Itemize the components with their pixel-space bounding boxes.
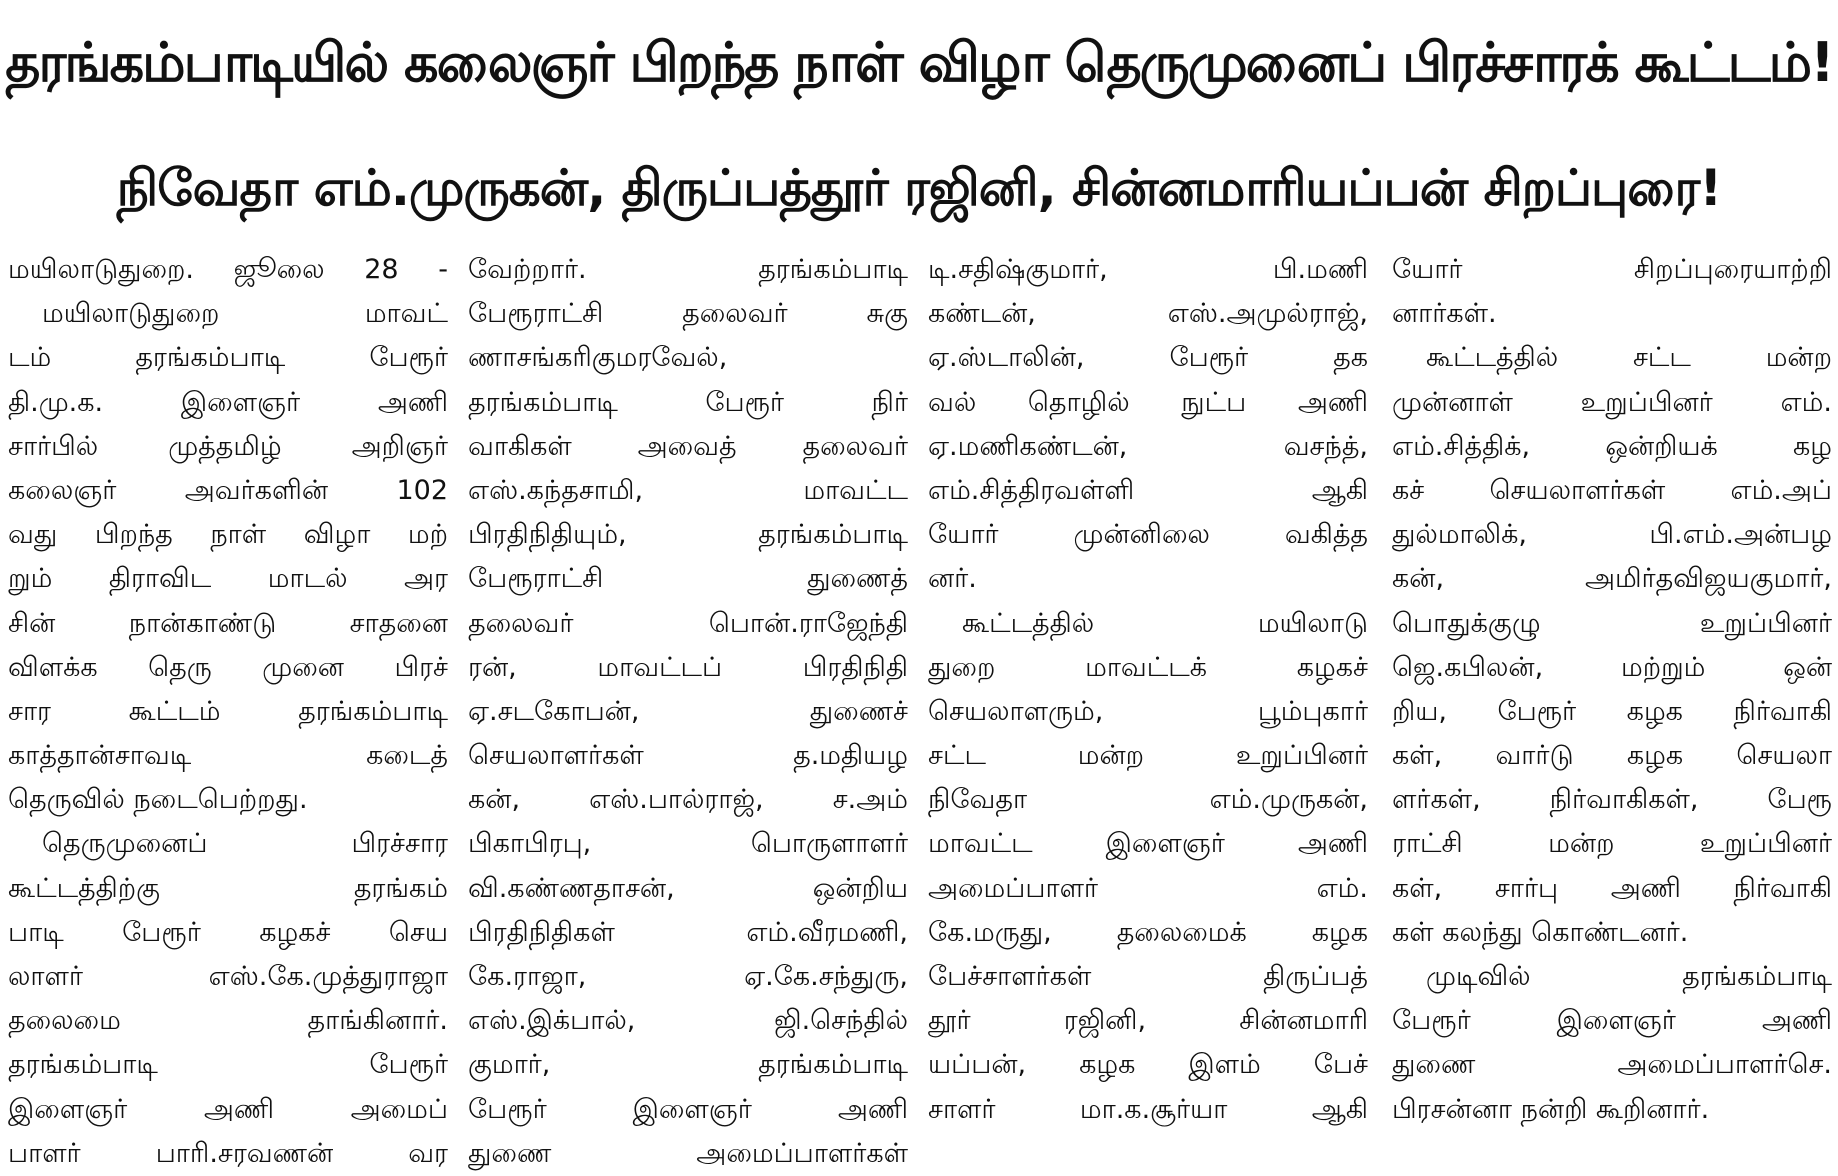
article-subheadline: நிவேதா எம்.முருகன், திருப்பத்தூர் ரஜினி, சின்னமாரியப்பன் சிறப்புரை!: [116, 159, 1722, 217]
body-line: கள் கலந்து கொண்டனர்.: [1392, 916, 1689, 948]
body-line: குமார், தரங்கம்பாடி: [468, 1049, 908, 1081]
body-line: யோர் சிறப்புரையாற்றி: [1392, 254, 1832, 285]
body-line: ணாசங்கரிகுமரவேல்,: [468, 342, 728, 374]
body-line: துறை மாவட்டக் கழகச்: [928, 651, 1368, 683]
body-line: டம் தரங்கம்பாடி பேரூர்: [8, 342, 448, 374]
body-line: சின் நான்காண்டு சாதனை: [8, 607, 448, 639]
body-line: ராட்சி மன்ற உறுப்பினர்: [1392, 828, 1832, 860]
column-4: [1392, 248, 1832, 1134]
body-line: பாளர் பாரி.சரவணன் வர: [8, 1137, 448, 1169]
body-line: கன், அமிர்தவிஜயகுமார்,: [1392, 563, 1832, 595]
body-line: ஏ.சடகோபன், துணைச்: [468, 695, 908, 727]
body-line: தெருவில் நடைபெற்றது.: [8, 784, 308, 816]
body-line: எஸ்.கந்தசாமி, மாவட்ட: [468, 474, 908, 506]
body-line: பிரதிநிதிகள் எம்.வீரமணி,: [468, 916, 908, 948]
body-line: பொதுக்குழு உறுப்பினர்: [1392, 607, 1832, 639]
column-2: [468, 248, 908, 1169]
column-1: [8, 248, 448, 1169]
body-line: ரன், மாவட்டப் பிரதிநிதி: [468, 651, 908, 683]
body-line: பேரூராட்சி துணைத்: [468, 563, 908, 595]
body-line: சட்ட மன்ற உறுப்பினர்: [928, 740, 1368, 772]
body-line: துல்மாலிக், பி.எம்.அன்பழ: [1392, 519, 1832, 551]
body-line: தரங்கம்பாடி பேரூர்: [8, 1049, 448, 1081]
body-line: கள், சார்பு அணி நிர்வாகி: [1392, 872, 1832, 904]
body-line: சாளர் மா.க.சூர்யா ஆகி: [928, 1093, 1368, 1125]
body-line: செயலாளர்கள் த.மதியழ: [468, 740, 908, 772]
body-line: மயிலாடுதுறை. ஜூலை 28 -: [8, 254, 448, 285]
body-line: கண்டன், எஸ்.அமுல்ராஜ்,: [928, 298, 1368, 330]
body-line: எஸ்.இக்பால், ஜி.செந்தில்: [468, 1005, 908, 1037]
body-line: அமைப்பாளர் எம்.: [928, 872, 1368, 904]
body-line: எம்.சித்திரவள்ளி ஆகி: [928, 474, 1368, 506]
body-line: ளர்கள், நிர்வாகிகள், பேரூ: [1392, 784, 1832, 816]
body-line: இளைஞர் அணி அமைப்: [8, 1093, 448, 1125]
body-line: தலைவர் பொன்.ராஜேந்தி: [468, 607, 908, 639]
body-line: டி.சதிஷ்குமார், பி.மணி: [928, 254, 1368, 285]
body-line: வி.கண்ணதாசன், ஒன்றிய: [468, 872, 908, 904]
body-line: வது பிறந்த நாள் விழா மற்: [8, 519, 448, 551]
body-line: வேற்றார். தரங்கம்பாடி: [468, 254, 908, 285]
body-line: றிய, பேரூர் கழக நிர்வாகி: [1392, 695, 1832, 727]
body-line: றும் திராவிட மாடல் அர: [8, 563, 448, 595]
body-line: மாவட்ட இளைஞர் அணி: [928, 828, 1368, 860]
body-line: பிரதிநிதியும், தரங்கம்பாடி: [468, 519, 908, 551]
body-line: செயலாளரும், பூம்புகார்: [928, 695, 1368, 727]
body-line: னர்.: [928, 563, 977, 595]
body-line: முடிவில் தரங்கம்பாடி: [1426, 961, 1832, 992]
body-line: வல் தொழில் நுட்ப அணி: [928, 386, 1368, 418]
body-line: துணை அமைப்பாளர்செ.: [1392, 1049, 1832, 1081]
body-line: சார கூட்டம் தரங்கம்பாடி: [8, 695, 448, 727]
body-line: கே.மருது, தலைமைக் கழக: [928, 916, 1368, 948]
column-3: [928, 248, 1368, 1134]
body-line: தூர் ரஜினி, சின்னமாரி: [928, 1005, 1368, 1037]
body-line: மயிலாடுதுறை மாவட்: [42, 298, 448, 330]
body-line: தெருமுனைப் பிரச்சார: [42, 828, 448, 860]
body-line: துணை அமைப்பாளர்கள்: [468, 1137, 908, 1169]
body-line: னார்கள்.: [1392, 298, 1497, 330]
body-line: பேச்சாளர்கள் திருப்பத்: [928, 961, 1368, 992]
body-line: ஏ.மணிகண்டன், வசந்த்,: [928, 430, 1368, 462]
body-line: பிகாபிரபு, பொருளாளர்: [468, 828, 908, 860]
body-line: பேரூராட்சி தலைவர் சுகு: [468, 298, 908, 330]
body-line: கூட்டத்தில் மயிலாடு: [962, 607, 1368, 639]
article-body: [8, 248, 1832, 1169]
body-line: கச் செயலாளர்கள் எம்.அப்: [1392, 474, 1832, 506]
body-line: காத்தான்சாவடி கடைத்: [8, 740, 448, 772]
body-line: பேரூர் இளைஞர் அணி: [468, 1093, 908, 1125]
article-headline: தரங்கம்பாடியில் கலைஞர் பிறந்த நாள் விழா தெருமுனைப் பிரச்சாரக் கூட்டம்!: [5, 31, 1833, 94]
body-line: கலைஞர் அவர்களின் 102: [8, 474, 448, 506]
body-line: லாளர் எஸ்.கே.முத்துராஜா: [8, 961, 448, 992]
body-line: கே.ராஜா, ஏ.கே.சந்துரு,: [468, 961, 908, 992]
body-line: பாடி பேரூர் கழகச் செய: [8, 916, 448, 948]
body-line: கள், வார்டு கழக செயலா: [1392, 740, 1832, 772]
body-line: ஏ.ஸ்டாலின், பேரூர் தக: [928, 342, 1368, 374]
body-line: கன், எஸ்.பால்ராஜ், ச.அம்: [468, 784, 908, 816]
body-line: நிவேதா எம்.முருகன்,: [928, 784, 1368, 816]
body-line: யோர் முன்னிலை வகித்த: [928, 519, 1368, 551]
body-line: தரங்கம்பாடி பேரூர் நிர்: [468, 386, 908, 418]
body-line: கூட்டத்தில் சட்ட மன்ற: [1426, 342, 1832, 374]
body-line: முன்னாள் உறுப்பினர் எம்.: [1392, 386, 1832, 418]
body-line: கூட்டத்திற்கு தரங்கம்: [8, 872, 448, 904]
body-line: யப்பன், கழக இளம் பேச்: [928, 1049, 1368, 1081]
body-line: பிரசன்னா நன்றி கூறினார்.: [1392, 1093, 1710, 1125]
body-line: பேரூர் இளைஞர் அணி: [1392, 1005, 1832, 1037]
body-line: எம்.சித்திக், ஒன்றியக் கழ: [1392, 430, 1832, 462]
body-line: விளக்க தெரு முனை பிரச்: [8, 651, 448, 683]
body-line: வாகிகள் அவைத் தலைவர்: [468, 430, 908, 462]
body-line: சார்பில் முத்தமிழ் அறிஞர்: [8, 430, 448, 462]
body-line: தலைமை தாங்கினார்.: [8, 1005, 448, 1037]
body-line: தி.மு.க. இளைஞர் அணி: [8, 386, 448, 418]
body-line: ஜெ.கபிலன், மற்றும் ஒன்: [1392, 651, 1832, 683]
